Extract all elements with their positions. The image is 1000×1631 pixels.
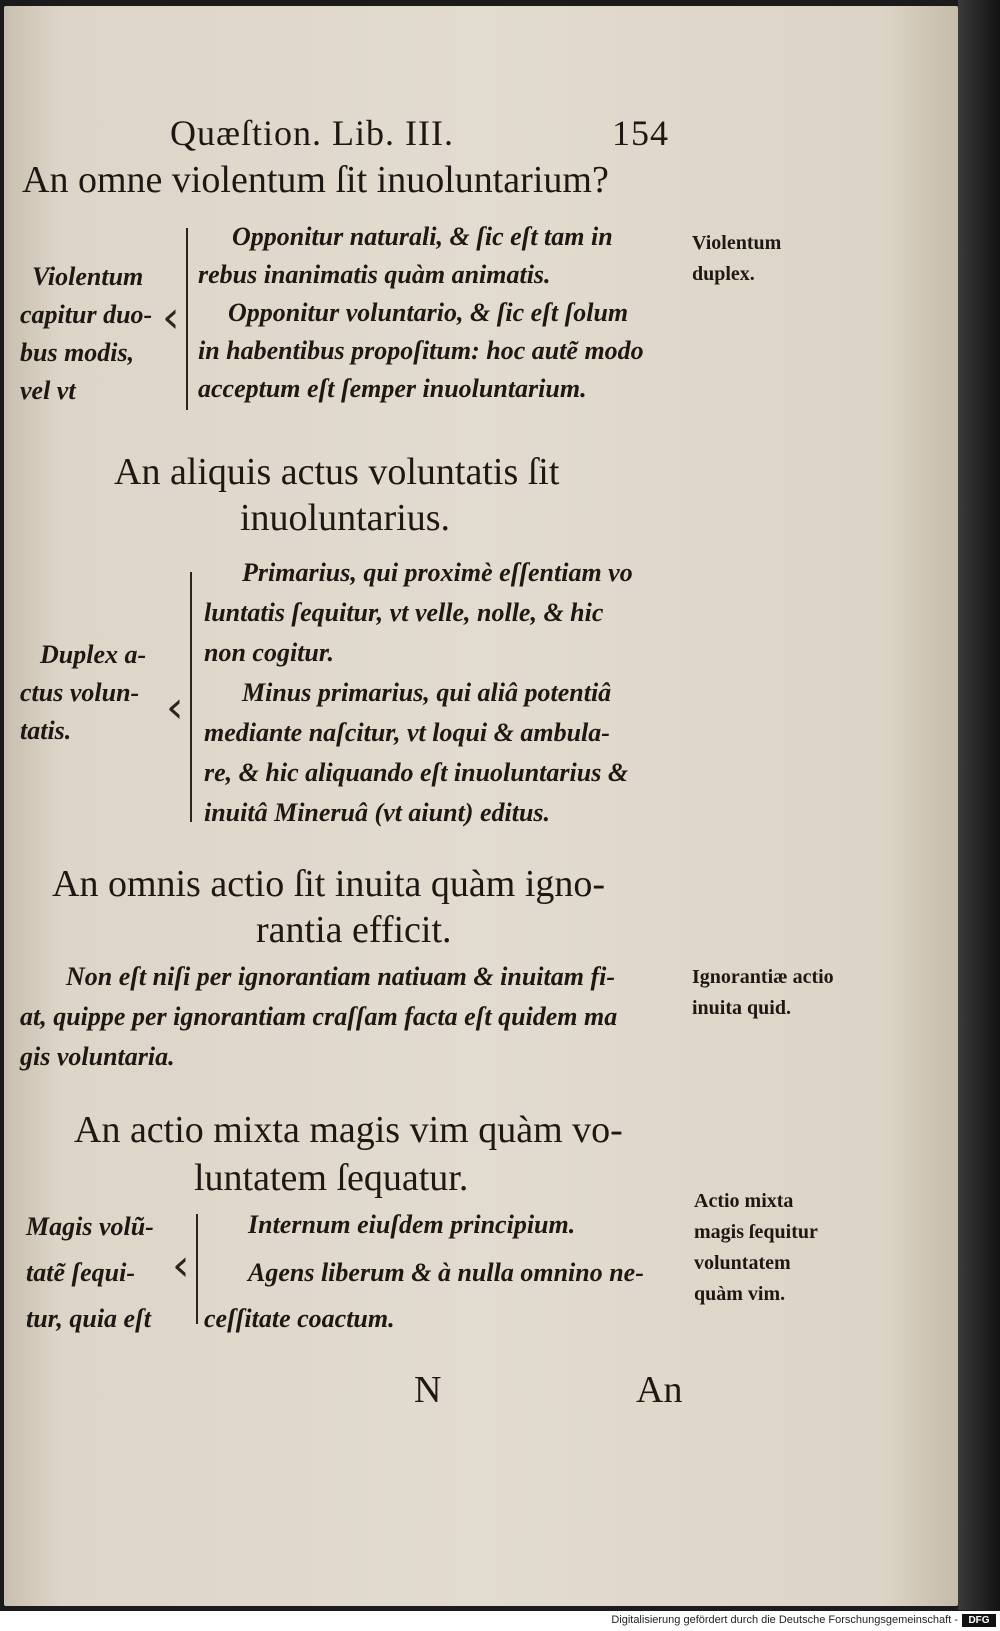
text-line: non cogitur. xyxy=(204,638,335,667)
text-line: acceptum eſt ſemper inuoluntarium. xyxy=(198,374,587,403)
signature-mark: N xyxy=(414,1369,442,1411)
question-heading: inuoluntarius. xyxy=(240,497,451,539)
bracket-point: ‹ xyxy=(172,1240,190,1291)
text-line: Agens liberum & à nulla omnino ne- xyxy=(248,1258,644,1287)
catchword: An xyxy=(636,1369,683,1411)
left-label-line: Violentum xyxy=(32,262,144,291)
text-line: luntatis ſequitur, vt velle, nolle, & hic xyxy=(204,598,604,627)
question-heading: luntatem ſequatur. xyxy=(194,1157,469,1199)
margin-note: Ignorantiæ actio inuita quid. xyxy=(692,966,834,1019)
left-label-line: tatẽ ſequi- xyxy=(26,1258,136,1287)
text-line: mediante naſcitur, vt loqui & ambula- xyxy=(204,718,610,747)
left-label-line: vel vt xyxy=(20,376,76,405)
question-heading: An aliquis actus voluntatis ſit xyxy=(114,451,560,493)
text-line: rebus inanimatis quàm animatis. xyxy=(198,260,551,289)
footer-credit: Digitalisierung gefördert durch die Deutsche Forschungsgemeinschaft - xyxy=(611,1614,958,1626)
text-line: inuitâ Mineruâ (vt aiunt) editus. xyxy=(204,798,551,827)
page-edge-shadow xyxy=(958,0,1000,1610)
text-line: Opponitur voluntario, & ſic eſt ſolum xyxy=(228,298,629,327)
text-line: Opponitur naturali, & ſic eſt tam in xyxy=(232,222,613,251)
left-label-line: tatis. xyxy=(20,716,72,745)
question-heading: rantia efficit. xyxy=(256,909,452,951)
text-line: Non eſt niſi per ignorantiam natiuam & inuitam fi- xyxy=(66,962,615,991)
margin-note: Actio mixta magis ſequitur voluntatem quàm vim. xyxy=(694,1190,818,1305)
bracket xyxy=(196,1214,198,1324)
question-heading: An omnis actio ſit inuita quàm igno- xyxy=(52,863,606,905)
running-header-title: Quæſtion. Lib. III. xyxy=(170,113,454,153)
left-label-line: Magis volũ- xyxy=(26,1212,154,1241)
bracket-point: ‹ xyxy=(166,682,184,733)
text-line: ceſſitate coactum. xyxy=(204,1304,395,1333)
bracket xyxy=(186,228,188,410)
text-line: in habentibus propoſitum: hoc autẽ modo xyxy=(198,336,644,365)
left-label-line: bus modis, xyxy=(20,338,135,367)
question-heading: An omne violentum ſit inuoluntarium? xyxy=(22,159,609,201)
bracket xyxy=(190,572,192,822)
text-line: at, quippe per ignorantiam craſſam facta eſt quidem ma xyxy=(20,1002,618,1031)
left-label-line: tur, quia eſt xyxy=(26,1304,151,1333)
text-line: Primarius, qui proximè eſſentiam vo xyxy=(242,558,633,587)
text-line: re, & hic aliquando eſt inuoluntarius & xyxy=(204,758,629,787)
text-line: gis voluntaria. xyxy=(20,1042,175,1071)
page-number: 154 xyxy=(612,113,669,153)
question-heading: An actio mixta magis vim quàm vo- xyxy=(74,1109,623,1151)
margin-note: Violentum duplex. xyxy=(692,232,782,285)
dfg-logo: DFG xyxy=(962,1614,996,1627)
text-line: Internum eiuſdem principium. xyxy=(248,1210,576,1239)
left-label-line: capitur duo- xyxy=(20,300,153,329)
text-line: Minus primarius, qui aliâ potentiâ xyxy=(242,678,612,707)
left-label-line: Duplex a- xyxy=(40,640,147,669)
left-label-line: ctus volun- xyxy=(20,678,140,707)
bracket-point: ‹ xyxy=(162,292,180,343)
